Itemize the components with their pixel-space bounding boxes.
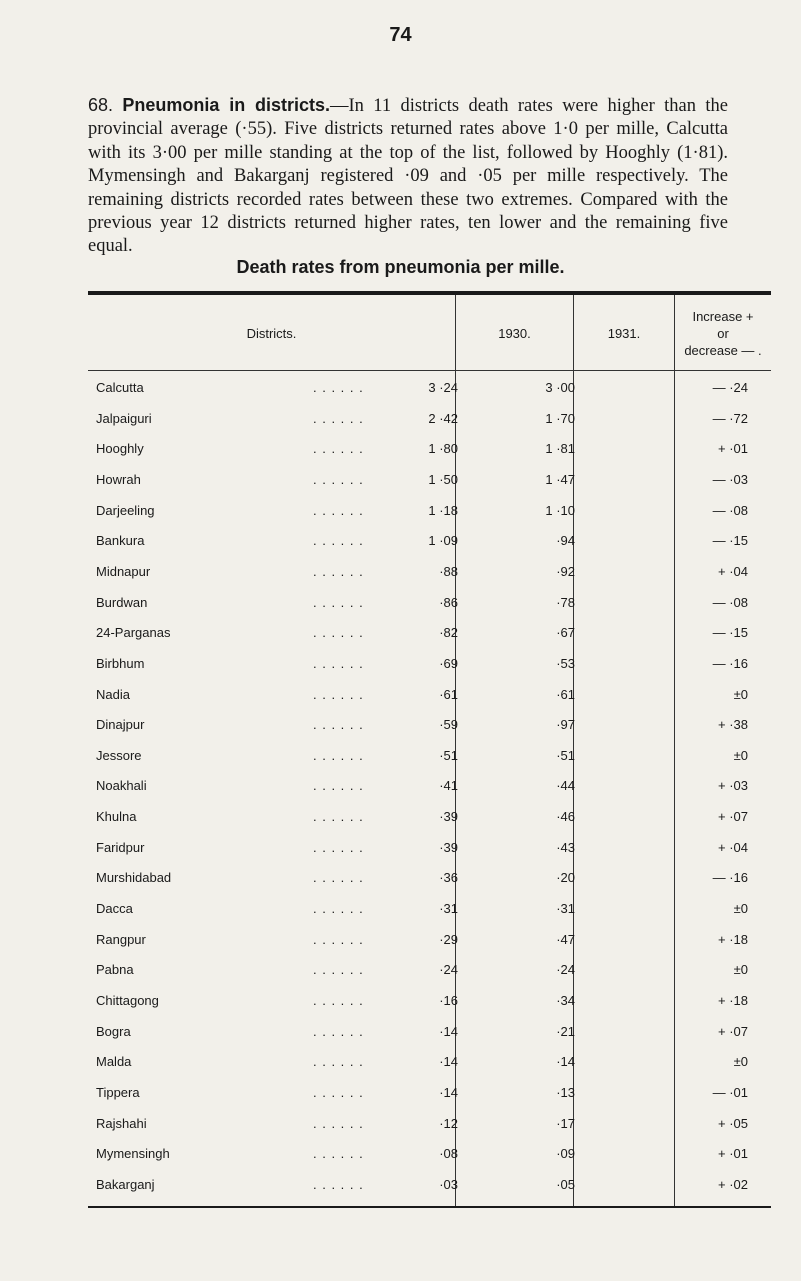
table-row (88, 778, 771, 798)
table-row (88, 441, 771, 461)
rate-1931: ·13 (556, 1085, 575, 1100)
rate-1931: ·44 (556, 778, 575, 793)
district-name: Murshidabad (96, 870, 172, 885)
rate-1931: ·94 (556, 533, 575, 548)
rate-1930: ·08 (439, 1146, 458, 1161)
table-row (88, 380, 771, 400)
header-change-line: Increase + (692, 308, 754, 324)
rate-1931: ·17 (556, 1116, 575, 1131)
table-row (88, 901, 771, 921)
rate-1930: ·39 (439, 840, 458, 855)
leader-dots: . . . . . . (313, 1085, 364, 1100)
rate-1930: ·36 (439, 870, 458, 885)
rate-1930: ·29 (439, 932, 458, 947)
rate-change: + ·02 (718, 1177, 748, 1192)
leader-dots: . . . . . . (313, 809, 364, 824)
header-change (675, 298, 771, 368)
rate-1930: 1 ·09 (428, 533, 458, 548)
rate-1931: ·31 (556, 901, 575, 916)
leader-dots: . . . . . . (313, 1054, 364, 1069)
rate-1931: ·51 (556, 748, 575, 763)
leader-dots: . . . . . . (313, 411, 364, 426)
rate-change: — ·03 (712, 472, 748, 487)
rate-1931: 3 ·00 (545, 380, 575, 395)
rate-change: — ·08 (712, 503, 748, 518)
leader-dots: . . . . . . (313, 993, 364, 1008)
district-name: Darjeeling (96, 503, 155, 518)
rate-1930: ·31 (439, 901, 458, 916)
leader-dots: . . . . . . (313, 870, 364, 885)
district-name: Jalpaiguri (96, 411, 152, 426)
leader-dots: . . . . . . (313, 687, 364, 702)
table-row (88, 1146, 771, 1166)
rate-change: ±0 (733, 748, 748, 763)
table-row (88, 809, 771, 829)
leader-dots: . . . . . . (313, 595, 364, 610)
table-bottom-rule (88, 1206, 771, 1208)
table-row (88, 1177, 771, 1197)
rate-1931: ·20 (556, 870, 575, 885)
leader-dots: . . . . . . (313, 962, 364, 977)
rate-change: — ·15 (712, 533, 748, 548)
rate-1930: ·61 (439, 687, 458, 702)
rate-change: + ·07 (718, 1024, 748, 1039)
rate-1931: ·43 (556, 840, 575, 855)
rate-1930: 1 ·80 (428, 441, 458, 456)
district-name: Malda (96, 1054, 132, 1069)
header-1931: 1931. (607, 325, 641, 341)
rate-1931: 1 ·70 (545, 411, 575, 426)
rate-change: + ·05 (718, 1116, 748, 1131)
rate-1930: ·16 (439, 993, 458, 1008)
rate-change: + ·03 (718, 778, 748, 793)
district-name: Rajshahi (96, 1116, 147, 1131)
table-row (88, 687, 771, 707)
district-name: 24-Parganas (96, 625, 171, 640)
rate-change: ±0 (733, 962, 748, 977)
header-change-line: or (717, 325, 729, 341)
rate-1931: ·92 (556, 564, 575, 579)
rate-1931: ·14 (556, 1054, 575, 1069)
rate-change: + ·18 (718, 932, 748, 947)
table-row (88, 840, 771, 860)
table-row (88, 870, 771, 890)
rate-1930: ·14 (439, 1054, 458, 1069)
district-name: Tippera (96, 1085, 140, 1100)
leader-dots: . . . . . . (313, 503, 364, 518)
rate-1931: ·47 (556, 932, 575, 947)
rate-1930: 2 ·42 (428, 411, 458, 426)
rate-1931: ·53 (556, 656, 575, 671)
table-row (88, 1054, 771, 1074)
leader-dots: . . . . . . (313, 656, 364, 671)
leader-dots: . . . . . . (313, 472, 364, 487)
district-name: Dinajpur (96, 717, 145, 732)
rate-1930: ·03 (439, 1177, 458, 1192)
district-name: Bankura (96, 533, 145, 548)
table-row (88, 748, 771, 768)
paragraph-number: 68. (88, 95, 114, 115)
rate-1930: 3 ·24 (428, 380, 458, 395)
leader-dots: . . . . . . (313, 625, 364, 640)
rate-1931: 1 ·47 (545, 472, 575, 487)
leader-dots: . . . . . . (313, 717, 364, 732)
table-row (88, 656, 771, 676)
header-change-line: decrease — . (684, 342, 762, 358)
rate-1930: ·51 (439, 748, 458, 763)
rate-1930: ·12 (439, 1116, 458, 1131)
table-row (88, 411, 771, 431)
district-name: Burdwan (96, 595, 148, 610)
header-underline (88, 370, 771, 371)
rate-1930: 1 ·50 (428, 472, 458, 487)
district-name: Faridpur (96, 840, 145, 855)
paragraph-body: —In 11 districts death rates were higher than the provincial average (·55). Five districts returned rates above 1·0 per mille, Calcutta with its 3·00 per mille standing at the top of the list, followed by Hooghly (1·81). Mymensingh and Bakarganj registered ·09 and ·05 per mille respectively. The remaining districts recorded rates between these two extremes. Compared with the previous year 12 districts returned higher rates, ten lower and the remaining five equal. (88, 96, 728, 257)
leader-dots: . . . . . . (313, 1116, 364, 1131)
table-row (88, 1085, 771, 1105)
district-name: Bogra (96, 1024, 131, 1039)
table-row (88, 533, 771, 553)
leader-dots: . . . . . . (313, 1177, 364, 1192)
rate-change: ±0 (733, 687, 748, 702)
rate-change: — ·15 (712, 625, 748, 640)
district-name: Midnapur (96, 564, 151, 579)
district-name: Rangpur (96, 932, 146, 947)
rate-1930: ·14 (439, 1024, 458, 1039)
district-name: Noakhali (96, 778, 147, 793)
rate-change: — ·24 (712, 380, 748, 395)
district-name: Calcutta (96, 380, 144, 395)
district-name: Khulna (96, 809, 137, 824)
rate-change: + ·07 (718, 809, 748, 824)
rate-1931: 1 ·81 (545, 441, 575, 456)
rate-1931: ·61 (556, 687, 575, 702)
district-name: Nadia (96, 687, 130, 702)
paragraph-heading: Pneumonia in districts. (122, 95, 330, 115)
district-name: Pabna (96, 962, 134, 977)
district-name: Jessore (96, 748, 142, 763)
rate-change: — ·01 (712, 1085, 748, 1100)
rate-change: + ·04 (718, 840, 748, 855)
rate-change: — ·72 (712, 411, 748, 426)
rate-change: + ·01 (718, 1146, 748, 1161)
rate-1931: ·24 (556, 962, 575, 977)
rate-1930: 1 ·18 (428, 503, 458, 518)
district-name: Dacca (96, 901, 133, 916)
leader-dots: . . . . . . (313, 380, 364, 395)
paragraph (88, 94, 728, 259)
rate-1931: ·09 (556, 1146, 575, 1161)
header-districts: Districts. (246, 325, 297, 341)
leader-dots: . . . . . . (313, 748, 364, 763)
table-row (88, 1116, 771, 1136)
leader-dots: . . . . . . (313, 564, 364, 579)
table-row (88, 625, 771, 645)
leader-dots: . . . . . . (313, 901, 364, 916)
table-row (88, 472, 771, 492)
rate-1930: ·24 (439, 962, 458, 977)
rate-change: — ·16 (712, 656, 748, 671)
rate-1930: ·39 (439, 809, 458, 824)
rate-change: + ·18 (718, 993, 748, 1008)
rate-1930: ·69 (439, 656, 458, 671)
leader-dots: . . . . . . (313, 441, 364, 456)
rate-change: — ·08 (712, 595, 748, 610)
table-row (88, 595, 771, 615)
leader-dots: . . . . . . (313, 840, 364, 855)
district-name: Mymensingh (96, 1146, 170, 1161)
table-row (88, 962, 771, 982)
table-title: Death rates from pneumonia per mille. (236, 257, 565, 277)
rate-change: — ·16 (712, 870, 748, 885)
rate-1931: ·78 (556, 595, 575, 610)
table-row (88, 932, 771, 952)
rate-change: ±0 (733, 1054, 748, 1069)
table-row (88, 717, 771, 737)
page-number: 74 (389, 24, 412, 46)
rate-1930: ·82 (439, 625, 458, 640)
rate-change: + ·38 (718, 717, 748, 732)
rate-1931: ·05 (556, 1177, 575, 1192)
rate-change: ±0 (733, 901, 748, 916)
leader-dots: . . . . . . (313, 1024, 364, 1039)
rate-1931: ·21 (556, 1024, 575, 1039)
rate-change: + ·04 (718, 564, 748, 579)
rate-1931: ·34 (556, 993, 575, 1008)
rate-1930: ·14 (439, 1085, 458, 1100)
table-row (88, 993, 771, 1013)
rate-1931: 1 ·10 (545, 503, 575, 518)
district-name: Hooghly (96, 441, 144, 456)
table-row (88, 564, 771, 584)
leader-dots: . . . . . . (313, 533, 364, 548)
rate-1930: ·88 (439, 564, 458, 579)
district-name: Howrah (96, 472, 141, 487)
district-name: Bakarganj (96, 1177, 155, 1192)
rate-change: + ·01 (718, 441, 748, 456)
district-name: Chittagong (96, 993, 159, 1008)
leader-dots: . . . . . . (313, 1146, 364, 1161)
rate-1930: ·41 (439, 778, 458, 793)
leader-dots: . . . . . . (313, 932, 364, 947)
rate-1930: ·86 (439, 595, 458, 610)
header-1930: 1930. (498, 325, 531, 341)
rate-1931: ·97 (556, 717, 575, 732)
table-row (88, 503, 771, 523)
table-row (88, 1024, 771, 1044)
rate-1931: ·46 (556, 809, 575, 824)
rate-1931: ·67 (556, 625, 575, 640)
table-top-rule (88, 291, 771, 295)
leader-dots: . . . . . . (313, 778, 364, 793)
district-name: Birbhum (96, 656, 145, 671)
rate-1930: ·59 (439, 717, 458, 732)
